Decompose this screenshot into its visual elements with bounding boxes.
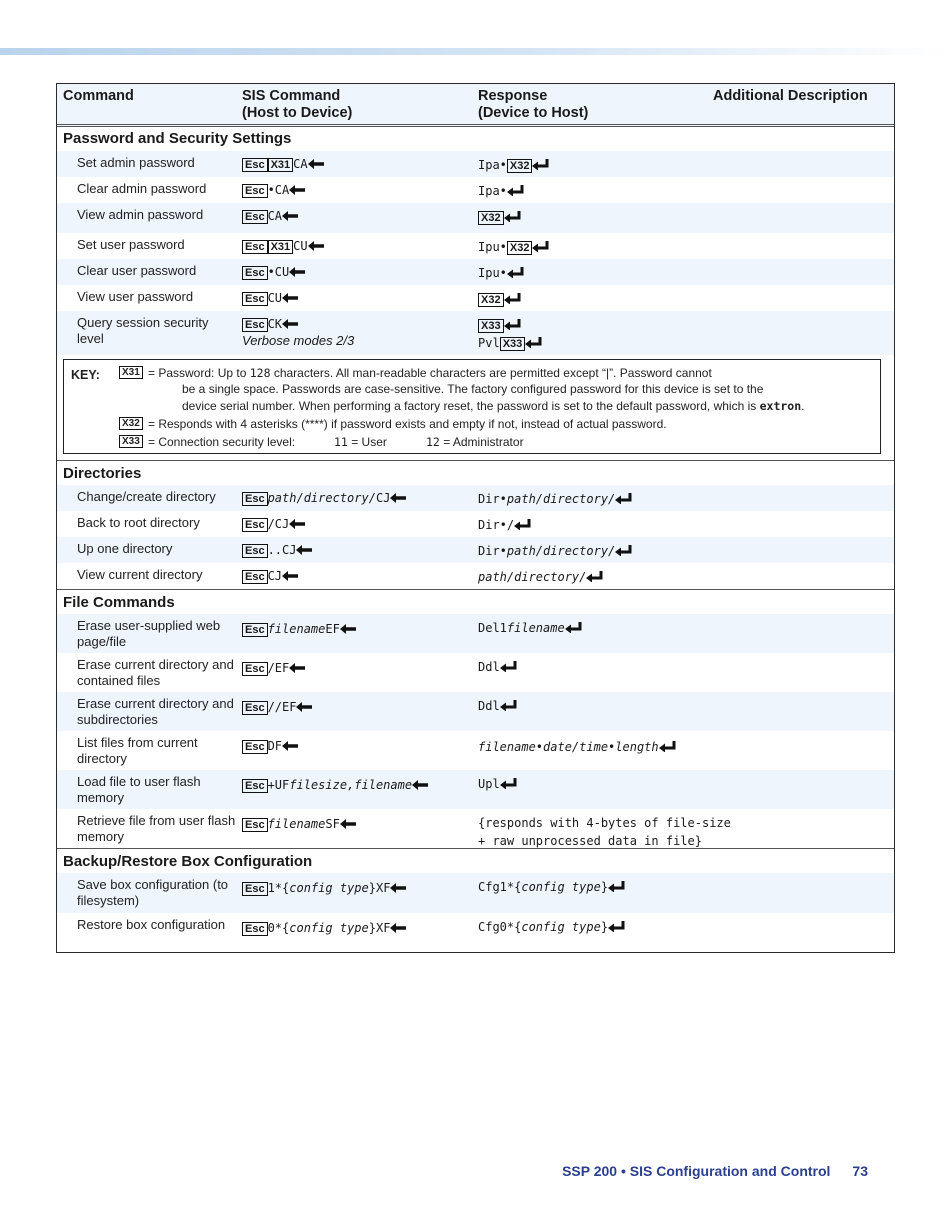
left-arrow-icon — [296, 702, 312, 712]
return-icon — [615, 545, 632, 556]
esc-key-icon: Esc — [242, 518, 268, 532]
verbose-modes-note: Verbose modes 2/3 — [242, 333, 355, 348]
table-row — [57, 177, 894, 203]
left-arrow-icon — [282, 211, 298, 221]
return-icon — [659, 741, 676, 752]
esc-key-icon: Esc — [242, 158, 268, 172]
table-header — [57, 84, 894, 127]
top-gradient-bar — [0, 48, 950, 55]
esc-key-icon: Esc — [242, 922, 268, 936]
esc-key-icon: Esc — [242, 492, 268, 506]
command-name: Set admin password — [77, 155, 195, 170]
sis-command: Esc X31 CU — [242, 238, 324, 254]
table-row — [57, 873, 894, 913]
x31-variable-box: X31 — [268, 158, 294, 172]
header-sis-command — [242, 88, 352, 122]
return-icon — [532, 241, 549, 252]
response: Dir•/ — [478, 516, 531, 534]
left-arrow-icon — [289, 185, 305, 195]
left-arrow-icon — [390, 923, 406, 933]
left-arrow-icon — [282, 319, 298, 329]
sis-command: Esc filenameSF — [242, 816, 356, 832]
response: Dir•path/directory/ — [478, 542, 632, 560]
return-icon — [608, 921, 625, 932]
table-row — [57, 233, 894, 259]
left-arrow-icon — [308, 159, 324, 169]
command-name: Erase user-supplied web page/file — [77, 618, 221, 649]
left-arrow-icon — [412, 780, 428, 790]
key-x32-text: = Responds with 4 asterisks (****) if password exists and empty if not, instead of actual password. — [148, 417, 667, 431]
response: Cfg1*{config type} — [478, 878, 625, 896]
return-icon — [586, 571, 603, 582]
header-command: Command — [63, 88, 134, 104]
left-arrow-icon — [282, 293, 298, 303]
left-arrow-icon — [289, 663, 305, 673]
response: path/directory/ — [478, 568, 603, 586]
sis-command: Esc ..CJ — [242, 542, 312, 558]
sis-command: Esc •CU — [242, 264, 305, 280]
x32-variable-box: X32 — [119, 417, 143, 430]
command-name: Up one directory — [77, 541, 173, 556]
header-additional-description: Additional Description — [713, 88, 868, 104]
key-label: KEY: — [71, 368, 100, 382]
x32-variable-box: X32 — [507, 159, 533, 173]
table-row — [57, 511, 894, 537]
return-icon — [507, 185, 524, 196]
sis-command: Esc /CJ — [242, 516, 305, 532]
page-number: 73 — [852, 1163, 868, 1179]
command-name: Clear admin password — [77, 181, 207, 196]
command-name: Load file to user flash memory — [77, 774, 201, 805]
x31-variable-box: X31 — [119, 366, 143, 379]
response: Dir•path/directory/ — [478, 490, 632, 508]
key-x31-line2: be a single space. Passwords are case-sensitive. The factory configured password for this device is set to the — [182, 382, 764, 396]
key-legend — [63, 359, 881, 454]
sis-command: Esc CA — [242, 208, 298, 224]
command-name: View current directory — [77, 567, 203, 582]
key-x33-user: 11 = User — [334, 435, 387, 449]
sis-command: Esc DF — [242, 738, 298, 754]
response: filename•date/time•length — [478, 738, 676, 756]
return-icon — [532, 159, 549, 170]
response — [478, 290, 521, 308]
table-row — [57, 913, 894, 952]
esc-key-icon: Esc — [242, 240, 268, 254]
sis-command: Esc +UFfilesize,filename — [242, 777, 428, 793]
esc-key-icon: Esc — [242, 318, 268, 332]
sis-command: Esc path/directory/CJ — [242, 490, 406, 506]
return-icon — [525, 337, 542, 348]
sis-command: Esc //EF — [242, 699, 312, 715]
left-arrow-icon — [390, 493, 406, 503]
esc-key-icon: Esc — [242, 544, 268, 558]
x32-variable-box: X32 — [478, 211, 504, 225]
key-x31-line1: = Password: Up to 128 characters. All man-readable characters are permitted except “|”. Password cannot — [148, 366, 712, 380]
return-icon — [504, 211, 521, 222]
x32-variable-box: X32 — [478, 293, 504, 307]
left-arrow-icon — [390, 883, 406, 893]
section-title-password: Password and Security Settings — [63, 130, 292, 147]
x32-variable-box: X32 — [507, 241, 533, 255]
x31-variable-box: X31 — [268, 240, 294, 254]
sis-command: Esc CK Verbose modes 2/3 — [242, 317, 355, 348]
section-title-directories: Directories — [57, 460, 894, 485]
section-title-file-commands: File Commands — [57, 589, 894, 614]
esc-key-icon: Esc — [242, 184, 268, 198]
command-name: List files from current directory — [77, 735, 198, 766]
command-name: Clear user password — [77, 263, 197, 278]
esc-key-icon: Esc — [242, 779, 268, 793]
table-row — [57, 653, 894, 692]
table-row — [57, 259, 894, 285]
return-icon — [504, 293, 521, 304]
response: Ipu• — [478, 264, 524, 282]
response — [478, 208, 521, 226]
table-row — [57, 151, 894, 177]
x33-variable-box: X33 — [500, 337, 526, 351]
esc-key-icon: Esc — [242, 570, 268, 584]
response: Ipa• — [478, 182, 524, 200]
response: X33 Pvl X33 — [478, 316, 542, 352]
key-x33-text: = Connection security level: — [148, 435, 296, 449]
esc-key-icon: Esc — [242, 882, 268, 896]
esc-key-icon: Esc — [242, 662, 268, 676]
return-icon — [504, 319, 521, 330]
header-resp-line1: Response — [478, 88, 548, 104]
command-name: Retrieve file from user flash memory — [77, 813, 236, 844]
x33-variable-box: X33 — [119, 435, 143, 448]
command-name: Restore box configuration — [77, 917, 226, 932]
return-icon — [507, 267, 524, 278]
left-arrow-icon — [289, 267, 305, 277]
response: Ddl — [478, 697, 517, 715]
response: Ddl — [478, 658, 517, 676]
command-name: Set user password — [77, 237, 185, 252]
header-response — [478, 88, 588, 122]
left-arrow-icon — [296, 545, 312, 555]
sis-command: Esc CJ — [242, 568, 298, 584]
esc-key-icon: Esc — [242, 210, 268, 224]
table-row — [57, 485, 894, 511]
x33-variable-box: X33 — [478, 319, 504, 333]
left-arrow-icon — [282, 571, 298, 581]
esc-key-icon: Esc — [242, 701, 268, 715]
command-name: Query session security level — [77, 315, 209, 346]
header-sis-line2: (Host to Device) — [242, 105, 353, 121]
left-arrow-icon — [289, 519, 305, 529]
response: Ipa• X32 — [478, 156, 549, 174]
command-name: Erase current directory and subdirectories — [77, 696, 234, 727]
key-x31-line3: device serial number. When performing a factory reset, the password is set to the default password, which is extron. — [182, 399, 805, 413]
sis-command: Esc X31 CA — [242, 156, 324, 172]
table-row — [57, 809, 894, 848]
esc-key-icon: Esc — [242, 623, 268, 637]
return-icon — [615, 493, 632, 504]
sis-command: Esc 1*{config type}XF — [242, 880, 406, 896]
command-name: Back to root directory — [77, 515, 200, 530]
command-name: Change/create directory — [77, 489, 216, 504]
left-arrow-icon — [340, 624, 356, 634]
response: Upl — [478, 775, 517, 793]
table-row — [57, 285, 894, 311]
command-name: View admin password — [77, 207, 204, 222]
return-icon — [500, 700, 517, 711]
command-name: Save box configuration (to filesystem) — [77, 877, 229, 908]
return-icon — [565, 622, 582, 633]
esc-key-icon: Esc — [242, 818, 268, 832]
esc-key-icon: Esc — [242, 266, 268, 280]
sis-command: Esc CU — [242, 290, 298, 306]
command-name: Erase current directory and contained files — [77, 657, 234, 688]
left-arrow-icon — [340, 819, 356, 829]
table-row — [57, 731, 894, 770]
table-row — [57, 563, 894, 589]
return-icon — [514, 519, 531, 530]
esc-key-icon: Esc — [242, 292, 268, 306]
left-arrow-icon — [308, 241, 324, 251]
sis-command-table — [56, 83, 895, 953]
return-icon — [608, 881, 625, 892]
table-row — [57, 537, 894, 563]
return-icon — [500, 661, 517, 672]
page-footer — [562, 1163, 868, 1179]
footer-title: SSP 200 • SIS Configuration and Control — [562, 1163, 831, 1179]
left-arrow-icon — [282, 741, 298, 751]
sis-command: Esc /EF — [242, 660, 305, 676]
header-sis-line1: SIS Command — [242, 88, 341, 104]
table-row — [57, 311, 894, 355]
table-row — [57, 692, 894, 731]
header-resp-line2: (Device to Host) — [478, 105, 589, 121]
esc-key-icon: Esc — [242, 740, 268, 754]
return-icon — [500, 778, 517, 789]
response: {responds with 4-bytes of file-size + raw unprocessed data in file} — [478, 816, 731, 848]
sis-command: Esc •CA — [242, 182, 305, 198]
response: Del1filename — [478, 619, 582, 637]
table-row — [57, 614, 894, 653]
sis-command: Esc 0*{config type}XF — [242, 920, 406, 936]
sis-command: Esc filenameEF — [242, 621, 356, 637]
key-x33-admin: 12 = Administrator — [426, 435, 524, 449]
command-name: View user password — [77, 289, 194, 304]
table-row — [57, 770, 894, 809]
response: Ipu• X32 — [478, 238, 549, 256]
table-row — [57, 203, 894, 233]
section-title-backup-restore: Backup/Restore Box Configuration — [57, 848, 894, 873]
response: Cfg0*{config type} — [478, 918, 625, 936]
